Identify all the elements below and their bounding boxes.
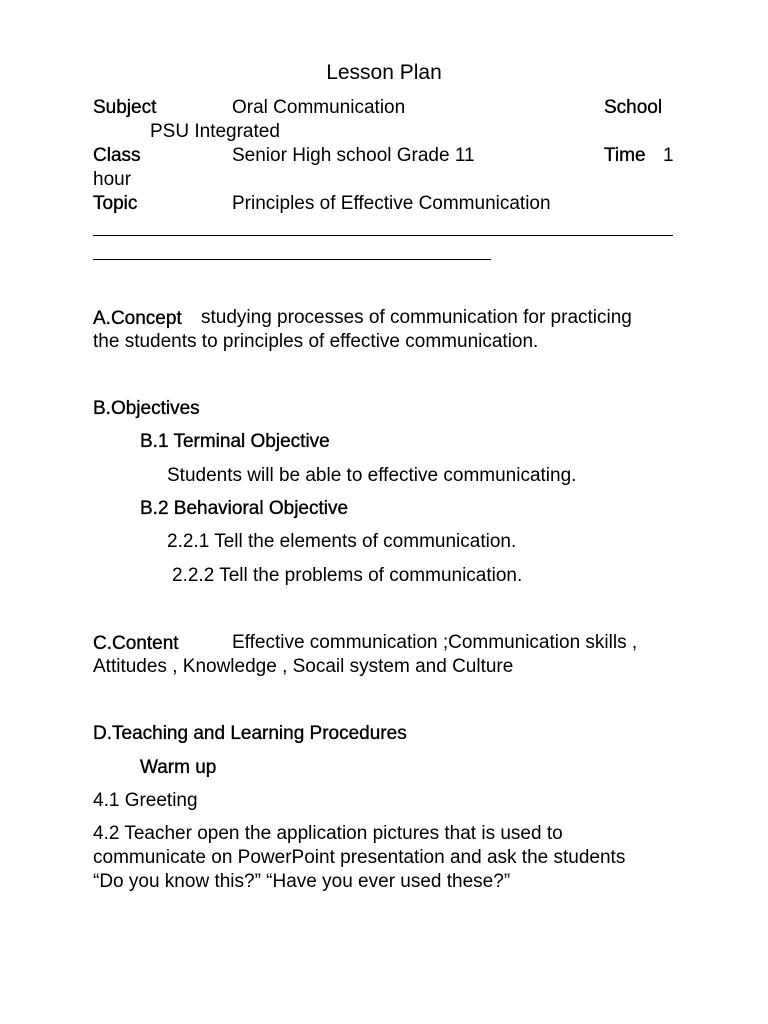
time-value-unit: hour [93,169,132,190]
class-label: Class [93,145,141,166]
objectives-heading: B.Objectives [93,398,200,419]
content-heading: C.Content [93,633,179,654]
behavioral-objective-heading: B.2 Behavioral Objective [140,498,349,519]
time-value-number: 1 [663,145,674,166]
school-value: PSU Integrated [150,121,280,142]
concept-text-line-1: studying processes of communication for practicing [201,307,632,328]
subject-label: Subject [93,97,157,118]
page-title: Lesson Plan [326,61,442,84]
concept-heading: A.Concept [93,308,182,329]
divider-line-2 [93,259,491,260]
concept-text-line-2: the students to principles of effective communication. [93,331,539,352]
warmup-heading: Warm up [140,757,217,778]
procedure-item-2-line-3: “Do you know this?” “Have you ever used these?” [93,871,511,892]
topic-label: Topic [93,193,138,214]
subject-value: Oral Communication [232,97,406,118]
procedures-heading: D.Teaching and Learning Procedures [93,723,407,744]
content-text-line-2: Attitudes , Knowledge , Socail system and Culture [93,656,514,677]
procedure-item-2-line-2: communicate on PowerPoint presentation and ask the students [93,847,626,868]
time-label: Time [604,145,646,166]
terminal-objective-heading: B.1 Terminal Objective [140,431,330,452]
class-value: Senior High school Grade 11 [232,145,475,166]
procedure-item-2-line-1: 4.2 Teacher open the application pictures that is used to [93,823,563,844]
procedure-item-1: 4.1 Greeting [93,790,198,811]
topic-value: Principles of Effective Communication [232,193,551,214]
school-label: School [604,97,663,118]
content-text-line-1: Effective communication ;Communication skills , [232,632,638,653]
divider-line-1 [93,235,673,236]
terminal-objective-text: Students will be able to effective communicating. [167,465,577,486]
behavioral-objective-item-1: 2.2.1 Tell the elements of communication. [167,531,517,552]
behavioral-objective-item-2: 2.2.2 Tell the problems of communication. [172,565,523,586]
